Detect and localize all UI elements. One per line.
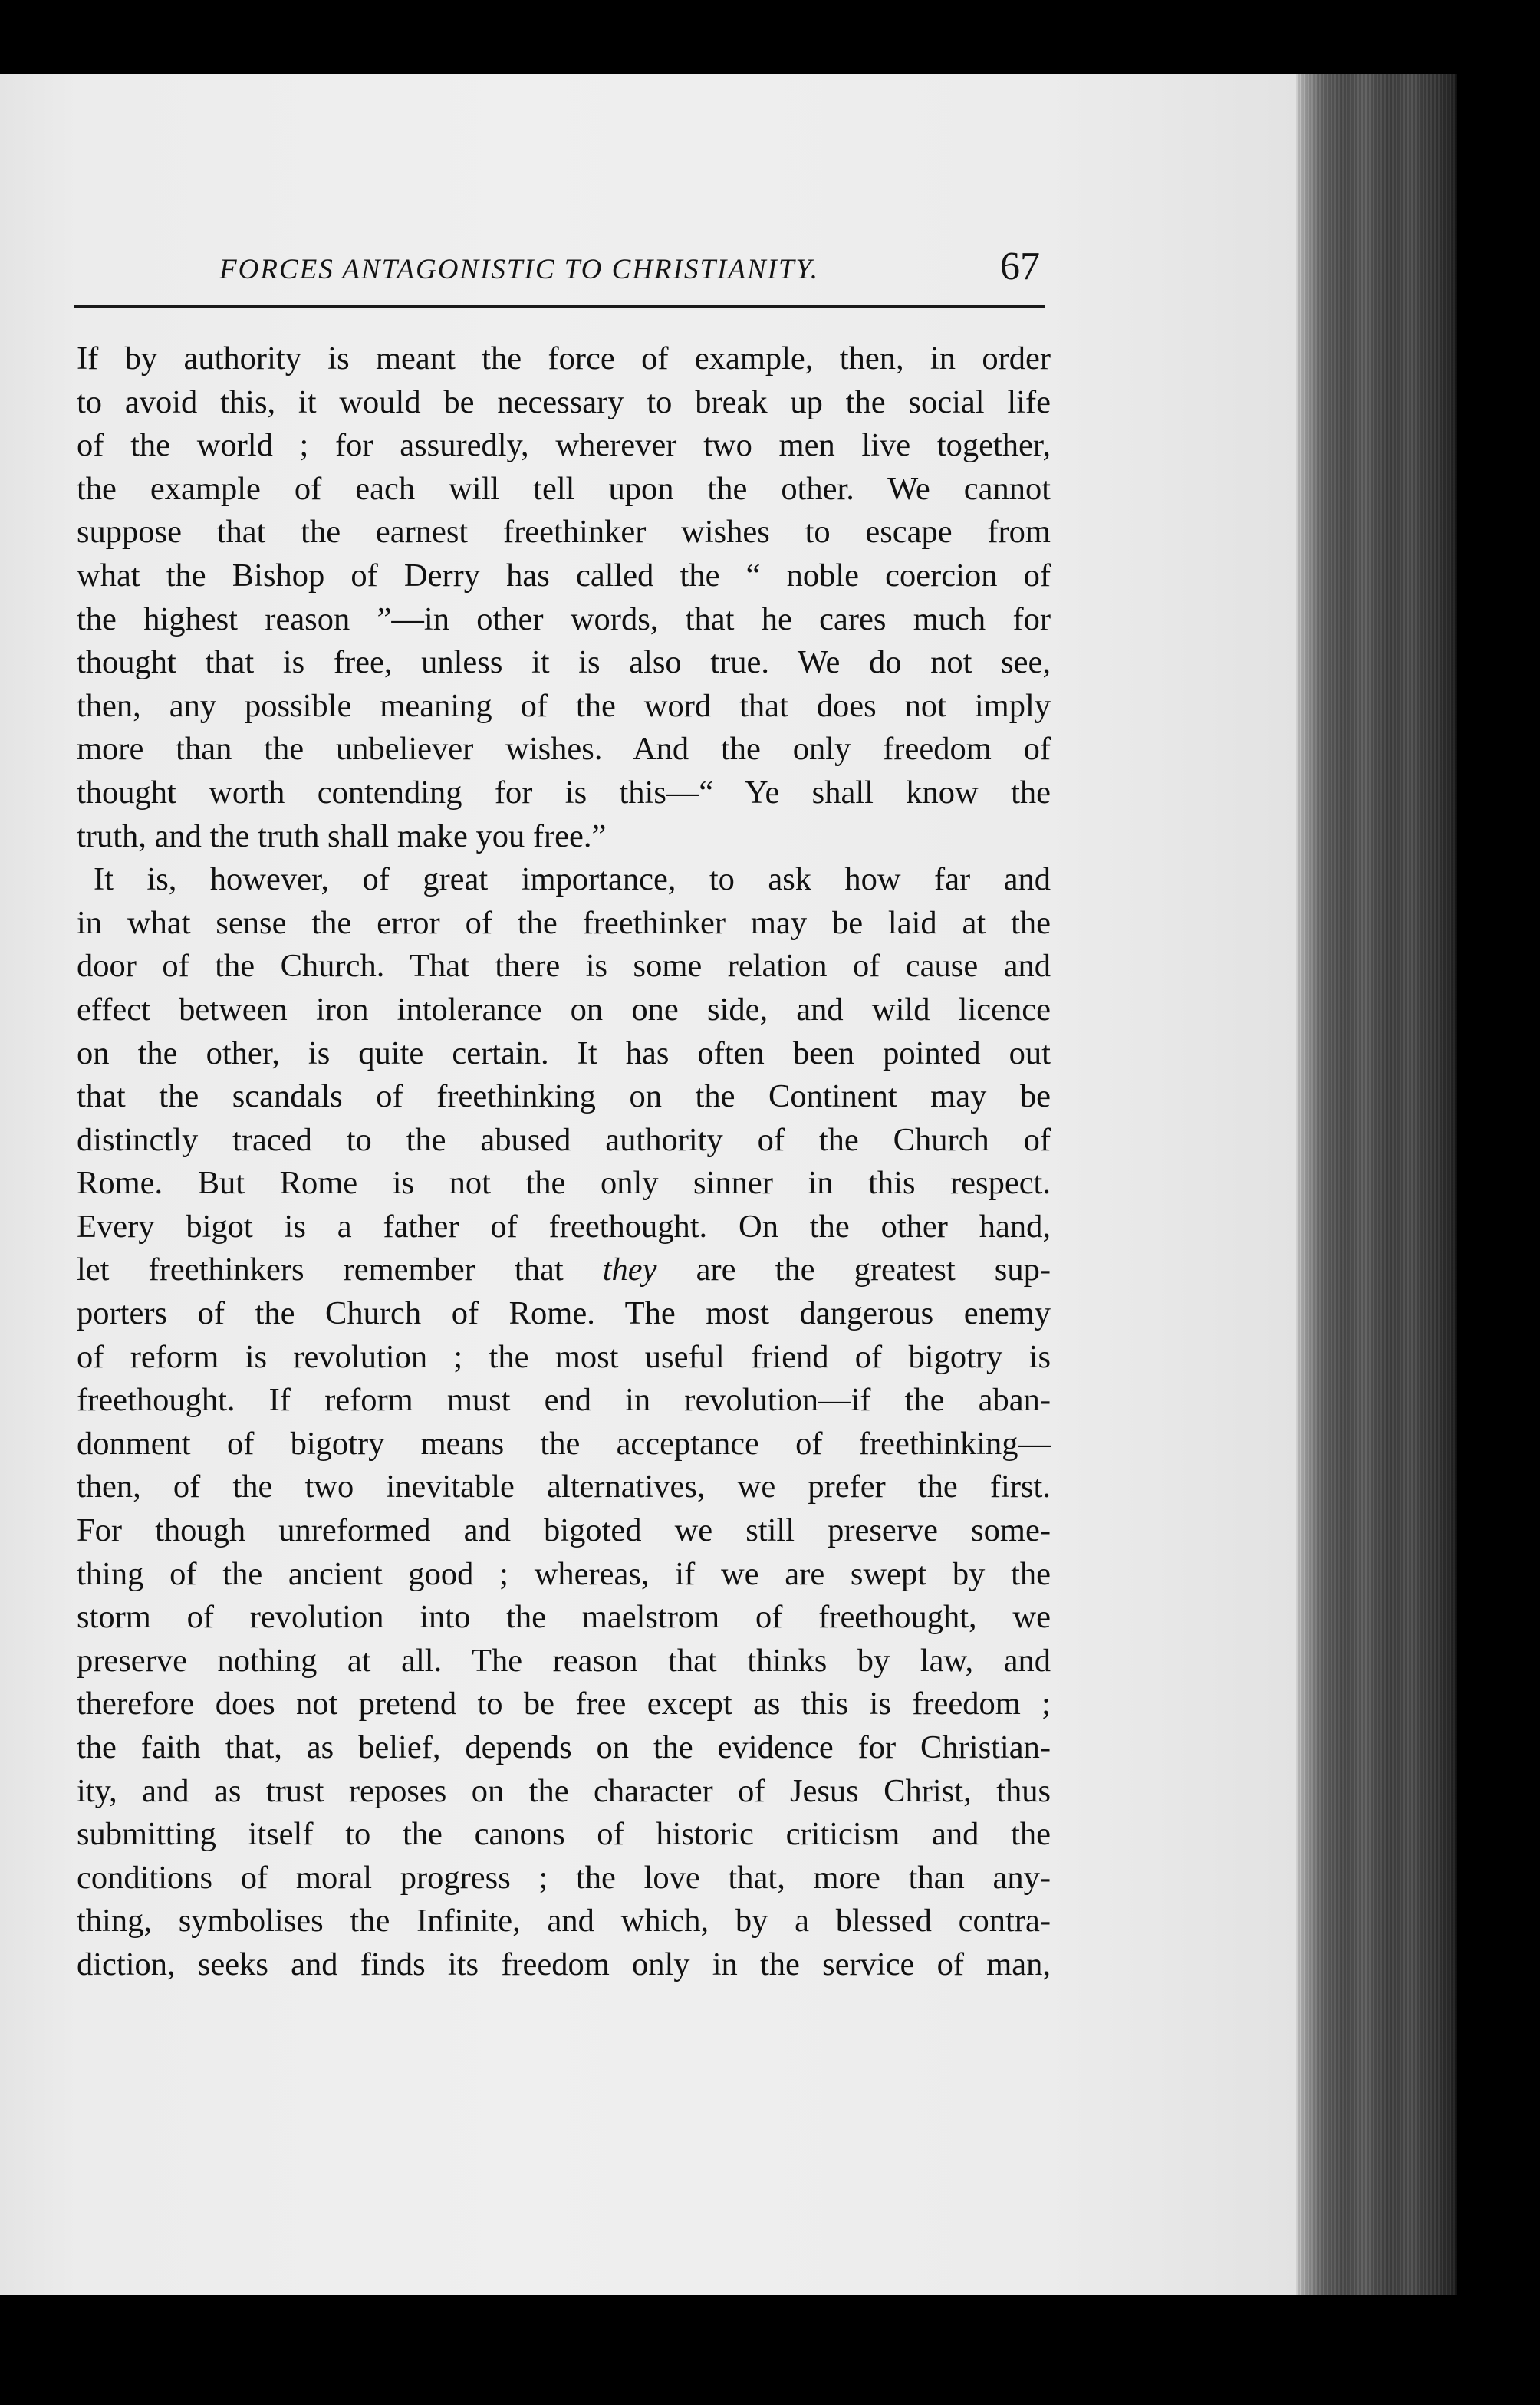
text-line: thought that is free, unless it is also true. We do not see, xyxy=(77,644,1051,681)
text-line: submitting itself to the canons of historic criticism and the xyxy=(77,1816,1051,1853)
text-line: of the world ; for assuredly, wherever two men live together, xyxy=(77,427,1051,464)
text-line: storm of revolution into the maelstrom of freethought, we xyxy=(77,1599,1051,1636)
italic-word: they xyxy=(602,1252,657,1288)
text-line: porters of the Church of Rome. The most dangerous enemy xyxy=(77,1295,1051,1332)
text-segment: are the greatest sup- xyxy=(696,1252,1051,1288)
running-title: FORCES ANTAGONISTIC TO CHRISTIANITY. xyxy=(219,254,819,285)
text-line: freethought. If reform must end in revolution—if the aban- xyxy=(77,1382,1051,1419)
text-line: more than the unbeliever wishes. And the only freedom of xyxy=(77,731,1051,768)
text-line: ity, and as trust reposes on the character of Jesus Christ, thus xyxy=(77,1772,1051,1809)
body-text xyxy=(77,337,1051,1987)
text-line: diction, seeks and finds its freedom only in the service of man, xyxy=(77,1946,1051,1982)
text-line: If by authority is meant the force of example, then, in order xyxy=(77,341,1051,377)
text-line: the highest reason ”—in other words, that he cares much for xyxy=(77,600,1051,637)
text-line: Every bigot is a father of freethought. On the other hand, xyxy=(77,1208,1051,1245)
text-line: effect between iron intolerance on one side, and wild licence xyxy=(77,991,1051,1028)
text-line: what the Bishop of Derry has called the “ noble coercion of xyxy=(77,557,1051,594)
text-line: For though unreformed and bigoted we still preserve some- xyxy=(77,1512,1051,1549)
text-line: donment of bigotry means the acceptance of freethinking— xyxy=(77,1425,1051,1462)
text-line: in what sense the error of the freethinker may be laid at the xyxy=(77,904,1051,941)
paragraph-start-line: It is, however, of great importance, to ask how far and xyxy=(94,861,1051,898)
text-line: then, any possible meaning of the word that does not imply xyxy=(77,687,1051,724)
page-edge-shadow xyxy=(1296,74,1457,2295)
text-line: distinctly traced to the abused authority of the Church of xyxy=(77,1121,1051,1158)
text-line: preserve nothing at all. The reason that thinks by law, and xyxy=(77,1642,1051,1679)
text-line: of reform is revolution ; the most useful friend of bigotry is xyxy=(77,1338,1051,1375)
text-line-with-italic xyxy=(77,1249,1051,1292)
text-line: thought worth contending for is this—“ Ye shall know the xyxy=(77,774,1051,811)
running-header xyxy=(74,244,1045,308)
text-line: the faith that, as belief, depends on the evidence for Christian- xyxy=(77,1729,1051,1765)
text-line: that the scandals of freethinking on the Continent may be xyxy=(77,1078,1051,1115)
text-line: Rome. But Rome is not the only sinner in this respect. xyxy=(77,1165,1051,1202)
text-line: suppose that the earnest freethinker wishes to escape from xyxy=(77,514,1051,551)
text-line: the example of each will tell upon the other. We cannot xyxy=(77,470,1051,507)
text-segment: let freethinkers remember that xyxy=(77,1252,564,1288)
page-number: 67 xyxy=(1000,245,1040,288)
text-line: therefore does not pretend to be free except as this is freedom ; xyxy=(77,1686,1051,1722)
text-line: conditions of moral progress ; the love that, more than any- xyxy=(77,1859,1051,1896)
text-line: on the other, is quite certain. It has often been pointed out xyxy=(77,1035,1051,1071)
text-line: to avoid this, it would be necessary to break up the social life xyxy=(77,383,1051,420)
text-line: thing, symbolises the Infinite, and which, by a blessed contra- xyxy=(77,1903,1051,1939)
text-line: door of the Church. That there is some relation of cause and xyxy=(77,948,1051,985)
text-line: thing of the ancient good ; whereas, if we are swept by the xyxy=(77,1555,1051,1592)
text-line: then, of the two inevitable alternatives, we prefer the first. xyxy=(77,1469,1051,1505)
text-line: truth, and the truth shall make you free.” xyxy=(77,818,607,854)
